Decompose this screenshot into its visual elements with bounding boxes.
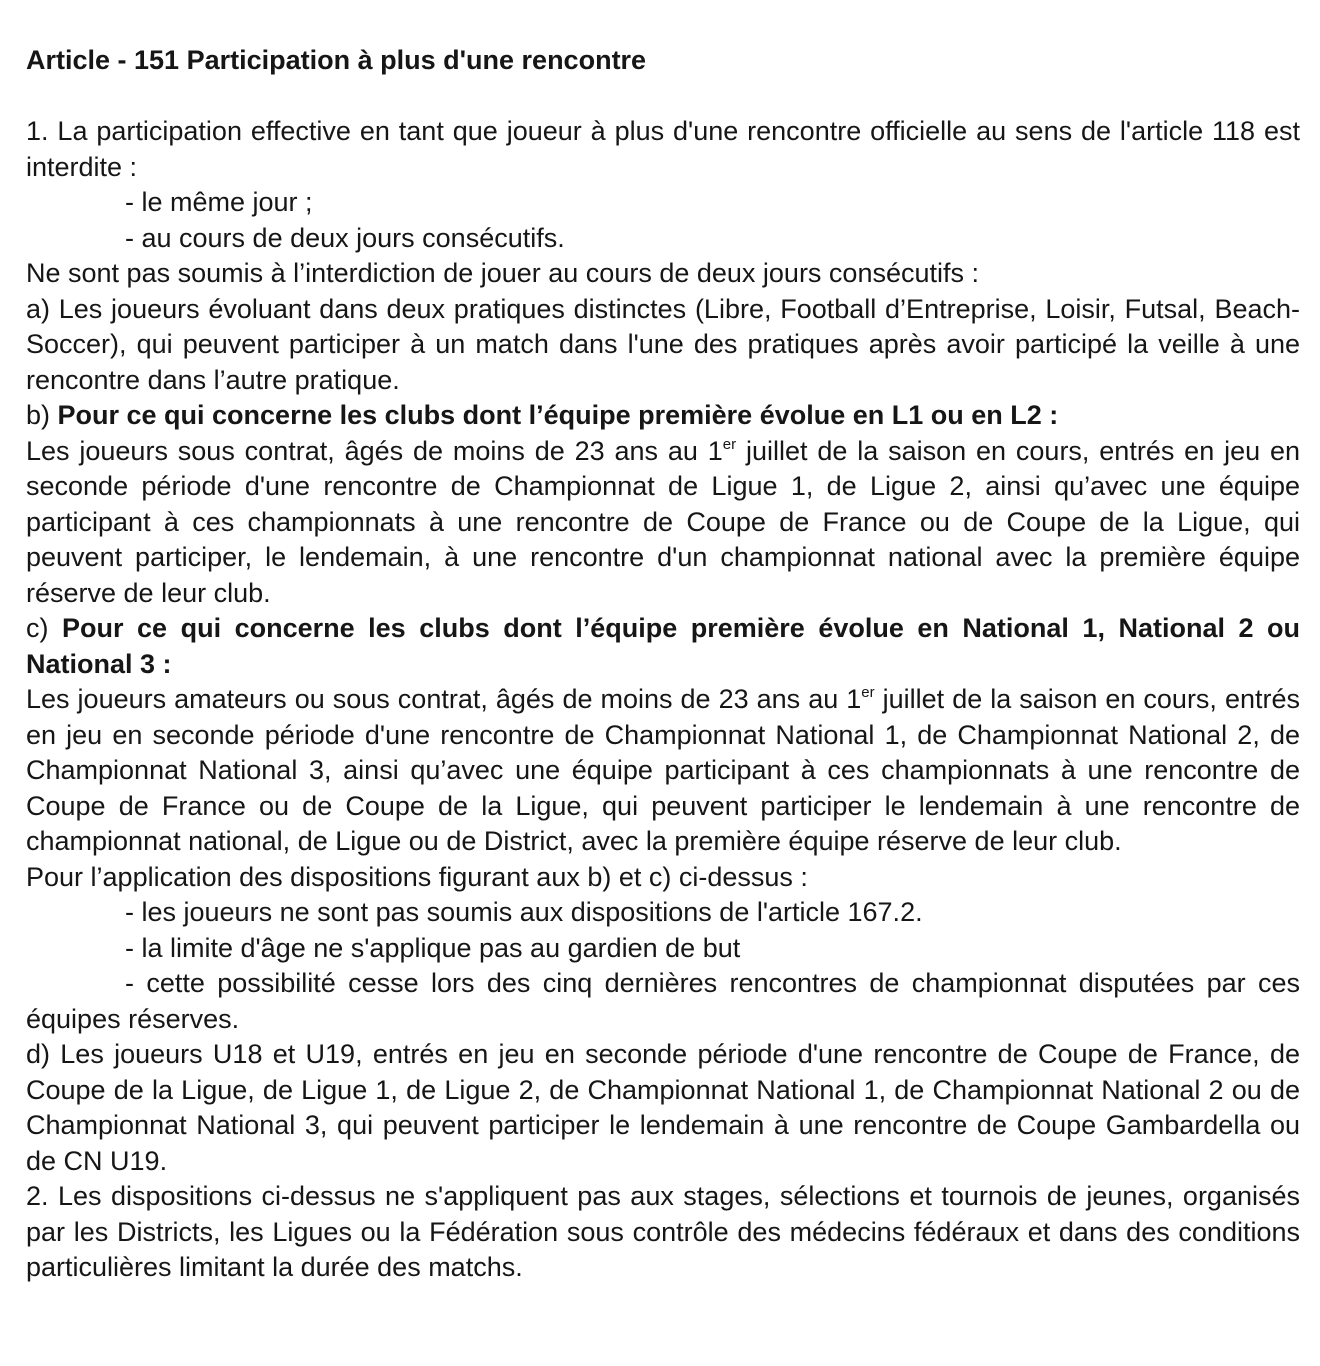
exception-b-text-end: juillet de la saison en cours, entrés en jeu en seconde période d'une rencontre de Championnat de Ligue 1, de Ligue 2, ainsi qu’avec une équipe participant à ces championnats à une rencontre de Coupe de France ou de Coupe de la Ligue, qui peuvent participer, le lendemain, à une rencontre d'un championnat national avec la première équipe réserve de leur club. — [26, 435, 1300, 608]
exception-c-heading-text: Pour ce qui concerne les clubs dont l’équipe première évolue en National 1, National 2 ou National 3 : — [26, 613, 1300, 679]
exception-b-text-start: Les joueurs sous contrat, âgés de moins de 23 ans au 1 — [26, 435, 723, 466]
ordinal-superscript: er — [722, 435, 737, 453]
exception-a: a) Les joueurs évoluant dans deux pratiques distinctes (Libre, Football d’Entreprise, Loisir, Futsal, Beach-Soccer), qui peuvent participer à un match dans l'une des pratiques après avoir participé la veille à une rencontre dans l’autre pratique. — [26, 293, 1300, 395]
list-item: - le même jour ; — [125, 187, 313, 217]
paragraph-1: 1. La participation effective en tant que joueur à plus d'une rencontre officielle au sens de l'article 118 est interdite : — [26, 116, 1300, 182]
ordinal-superscript: er — [861, 683, 875, 701]
article-body — [26, 114, 1300, 1286]
paragraph-2: 2. Les dispositions ci-dessus ne s'appliquent pas aux stages, sélections et tournois de jeunes, organisés par les Districts, les Ligues ou la Fédération sous contrôle des médecins fédéraux et dans des conditions particulières limitant la durée des matchs. — [26, 1181, 1300, 1282]
application-intro: Pour l’application des dispositions figurant aux b) et c) ci-dessus : — [26, 861, 808, 892]
exception-b-heading — [26, 398, 1300, 434]
list-item: - au cours de deux jours consécutifs. — [125, 222, 565, 253]
exception-d: d) Les joueurs U18 et U19, entrés en jeu en seconde période d'une rencontre de Coupe de France, de Coupe de la Ligue, de Ligue 1, de Ligue 2, de Championnat National 1, de Championnat National 2 ou de Championnat National 3, qui peuvent participer le lendemain à une rencontre de Coupe Gambardella ou de CN U19. — [26, 1039, 1300, 1176]
exception-b-prefix: b) — [26, 400, 58, 430]
list-item: - cette possibilité cesse lors des cinq dernières rencontres de championnat disputées par ces équipes réserves. — [26, 968, 1300, 1034]
list-item: - la limite d'âge ne s'applique pas au gardien de but — [125, 932, 741, 963]
exceptions-intro: Ne sont pas soumis à l’interdiction de jouer au cours de deux jours consécutifs : — [26, 258, 980, 288]
article-title: Article - 151 Participation à plus d'une rencontre — [26, 45, 647, 75]
exception-c-heading — [26, 611, 1300, 682]
exception-c-text — [26, 682, 1300, 860]
exception-c-text-end: juillet de la saison en cours, entrés en jeu en seconde période d'une rencontre de Championnat National 1, de Championnat National 2, de Championnat National 3, ainsi qu’avec une équipe participant à ces championnats à une rencontre de Coupe de France ou de Coupe de la Ligue, qui peuvent participer le lendemain à une rencontre de championnat national, de Ligue ou de District, avec la première équipe réserve de leur club. — [26, 684, 1300, 856]
list-item: - les joueurs ne sont pas soumis aux dispositions de l'article 167.2. — [125, 897, 923, 927]
exception-c-prefix: c) — [26, 613, 63, 643]
exception-b-text — [26, 434, 1300, 612]
exception-c-text-start: Les joueurs amateurs ou sous contrat, âgés de moins de 23 ans au 1 — [26, 684, 862, 714]
exception-b-heading-text: Pour ce qui concerne les clubs dont l’équipe première évolue en L1 ou en L2 : — [57, 400, 1059, 430]
